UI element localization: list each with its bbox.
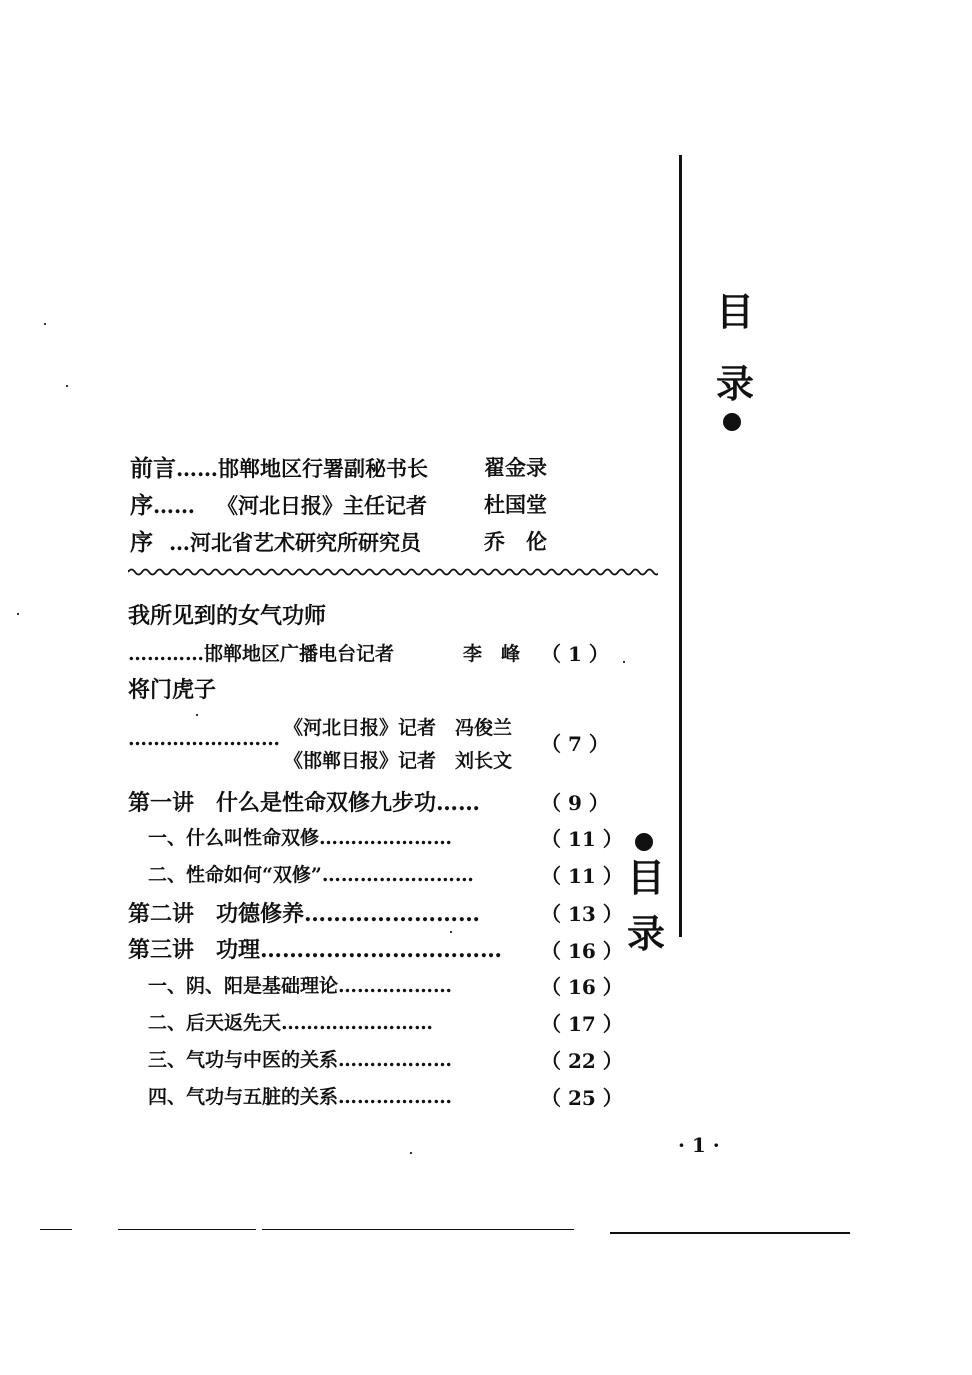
toc-entry (148, 1082, 452, 1109)
article-title: 我所见到的女气功师 (128, 603, 327, 629)
toc-entry (148, 860, 474, 887)
page-ref: （ 13 ） (541, 902, 623, 926)
leader-dots: …… (436, 790, 481, 816)
leader-dots: ………………… (319, 827, 453, 849)
toc-text: 四、气功与五脏的关系 (148, 1086, 339, 1108)
scan-line (262, 1229, 574, 1230)
vertical-rule (679, 155, 682, 937)
leader-dots: ……………… (338, 1086, 453, 1108)
leader-dots: …… (153, 493, 195, 518)
article-byline (128, 639, 394, 666)
scan-line (40, 1229, 72, 1230)
page-ref: （ 7 ） (541, 732, 609, 756)
page-ref: （ 16 ） (541, 975, 623, 999)
leader-dots: ……………… (338, 1049, 453, 1071)
front-matter-label: 前言 (130, 455, 176, 482)
toc-text: 第二讲 功德修养 (128, 901, 305, 927)
scan-line (118, 1229, 256, 1230)
toc-entry (148, 971, 452, 998)
toc-text: 二、后天返先天 (148, 1012, 282, 1034)
page-ref: （ 9 ） (541, 791, 609, 815)
bullet-dot-top (723, 413, 741, 431)
scan-speck (196, 714, 198, 716)
front-matter-author: 翟金录 (484, 455, 547, 480)
page-number: · 1 · (678, 1133, 720, 1157)
article-author: 李 峰 (463, 643, 521, 665)
leader-dots: …………………… (304, 901, 481, 927)
toc-entry (148, 1045, 452, 1072)
leader-dots: …………………… (321, 864, 474, 886)
leader-dots: ………… (128, 643, 204, 665)
toc-entry (128, 786, 480, 817)
side-title-char-2: 录 (716, 361, 755, 406)
front-matter-author: 杜国堂 (484, 492, 547, 517)
bullet-dot-middle (635, 833, 653, 851)
front-matter-row (130, 487, 427, 520)
page-ref: （ 1 ） (541, 642, 609, 666)
toc-entry (128, 897, 480, 928)
scan-speck (450, 931, 452, 933)
toc-text: 第三讲 功理 (128, 937, 261, 963)
page-ref: （ 11 ） (541, 827, 623, 851)
scan-speck (66, 385, 68, 387)
article-byline-1: 《河北日报》记者 冯俊兰 (284, 717, 513, 739)
toc-text: 第一讲 什么是性命双修九步功 (128, 790, 437, 816)
toc-text: 二、性命如何“双修” (148, 864, 322, 886)
page-ref: （ 17 ） (541, 1012, 623, 1036)
leader-dots: … (169, 530, 190, 555)
leader-dots: …………………………… (260, 937, 503, 963)
page-ref: （ 25 ） (541, 1086, 623, 1110)
leader-dots: …… (176, 456, 218, 481)
toc-entry (148, 823, 452, 850)
toc-text: 一、阴、阳是基础理论 (148, 975, 339, 997)
toc-entry (128, 933, 502, 964)
front-matter-row (130, 450, 428, 483)
leader-dots: …………………… (128, 728, 280, 750)
front-matter-label: 序 (130, 492, 153, 519)
wavy-separator (128, 566, 658, 578)
scan-line (610, 1232, 850, 1234)
article-title: 将门虎子 (128, 677, 217, 703)
page-ref: （ 11 ） (541, 864, 623, 888)
scan-speck (44, 323, 46, 325)
scan-speck (17, 613, 19, 615)
page-ref: （ 22 ） (541, 1049, 623, 1073)
article-byline-2: 《邯郸日报》记者 刘长文 (284, 750, 513, 772)
toc-entry (148, 1008, 433, 1035)
front-matter-label: 序 (130, 529, 153, 556)
toc-text: 三、气功与中医的关系 (148, 1049, 339, 1071)
article-desc: 邯郸地区广播电台记者 (204, 643, 395, 665)
leader-dots: ……………… (338, 975, 453, 997)
scan-speck (623, 661, 625, 663)
toc-text: 一、什么叫性命双修 (148, 827, 320, 849)
side-title-2-char-2: 录 (627, 911, 666, 956)
side-title-2-char-1: 目 (627, 855, 666, 900)
front-matter-desc: 河北省艺术研究所研究员 (190, 530, 421, 555)
front-matter-author: 乔 伦 (484, 529, 547, 554)
front-matter-row (130, 524, 421, 557)
scan-speck (410, 1152, 412, 1154)
side-title-char-1: 目 (716, 289, 755, 334)
page-ref: （ 16 ） (541, 939, 623, 963)
front-matter-desc: 邯郸地区行署副秘书长 (218, 456, 428, 481)
front-matter-desc: 《河北日报》主任记者 (217, 493, 427, 518)
leader-dots: …………………… (281, 1012, 434, 1034)
